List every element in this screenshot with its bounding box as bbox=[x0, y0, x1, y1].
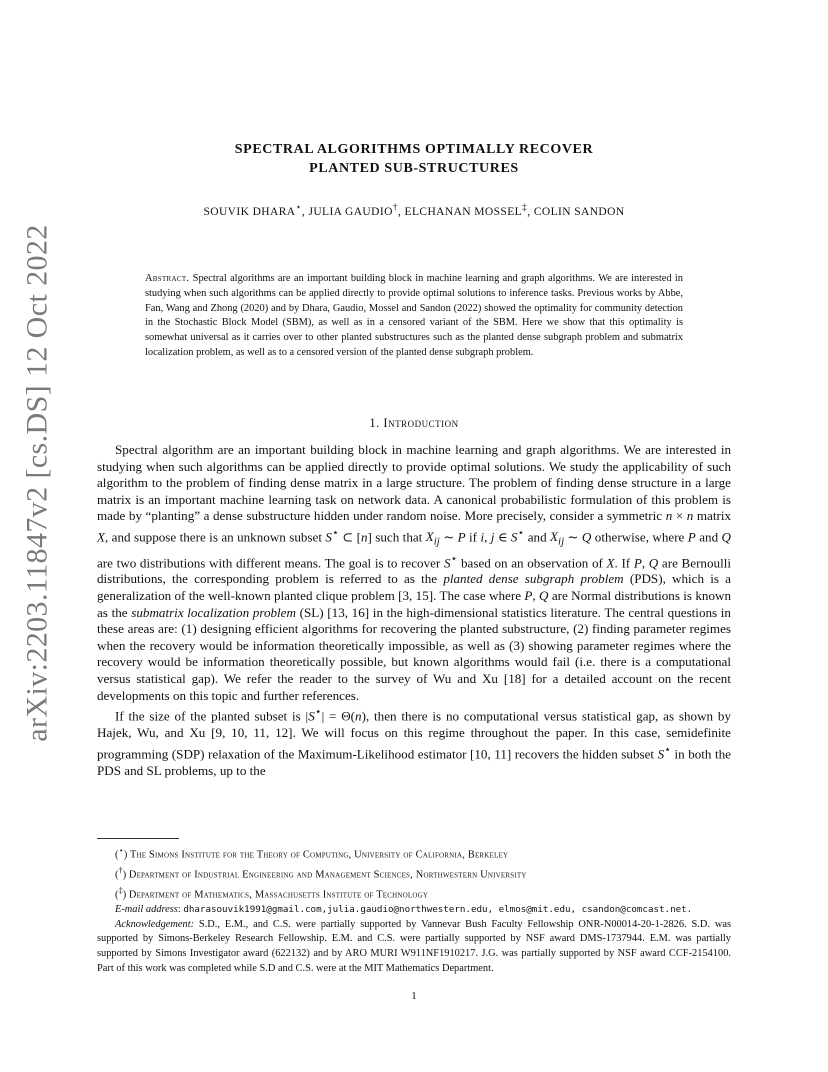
section-title: Introduction bbox=[383, 416, 459, 430]
footnote-rule bbox=[97, 838, 179, 839]
author-gaudio: JULIA GAUDIO bbox=[308, 205, 393, 218]
paragraph-2: If the size of the planted subset is |S⋆| = Θ(n), then there is no computational versus statistical gap, as shown by Hajek, Wu, and Xu [9, 10, 11, 12]. We will focus on this regime throughout the paper. In this case, semidefinite programming (SDP) relaxation of the Maximum-Likelihood estimator [10, 11] recovers the hidden subset S⋆ in both the PDS and SL problems, up to the bbox=[97, 706, 731, 778]
footnote-affiliation-3: (‡) Department of Mathematics, Massachusetts Institute of Technology bbox=[115, 885, 429, 901]
arxiv-identifier-text: arXiv:2203.11847v2 [cs.DS] 12 Oct 2022 bbox=[21, 224, 54, 742]
footnote-emails: E-mail address: dharasouvik1991@gmail.com,julia.gaudio@northwestern.edu, elmos@mit.edu, csandon@comcast.net. bbox=[115, 904, 693, 916]
author-dhara: SOUVIK DHARA bbox=[203, 205, 296, 218]
arxiv-identifier-stamp bbox=[18, 224, 58, 742]
author-sandon: COLIN SANDON bbox=[533, 205, 625, 218]
footnote-affiliation-1: (⋆) The Simons Institute for the Theory of Computing, University of California, Berkeley bbox=[115, 845, 509, 861]
title-line-1: SPECTRAL ALGORITHMS OPTIMALLY RECOVER bbox=[234, 142, 594, 157]
body-text bbox=[97, 442, 731, 779]
author-list: SOUVIK DHARA⋆, JULIA GAUDIO†, ELCHANAN MOSSEL‡, COLIN SANDON bbox=[203, 202, 625, 218]
footnote-acknowledgement: Acknowledgement: S.D., E.M., and C.S. were partially supported by Vannevar Bush Faculty Fellowship ONR-N00014-20-1-2826. S.D. was supported by Simons-Berkeley Research Fellowship. E.M. and C.S. were partially supported by NSF award DMS-1737944. E.M. was partially supported by Simons Investigator award (622132) and by ARO MURI W911NF1910217. J.G. was partially supported by NSF award CCF-2154100. Part of this work was completed while S.D and C.S. were at the MIT Mathematics Department. bbox=[97, 918, 731, 974]
term-sl: submatrix localization problem bbox=[131, 604, 296, 620]
author-mossel: ELCHANAN MOSSEL bbox=[404, 205, 523, 218]
page-number: 1 bbox=[411, 990, 417, 1002]
term-pds: planted dense subgraph problem bbox=[443, 571, 624, 587]
abstract-text: Spectral algorithms are an important building block in machine learning and graph algorithms. We are interested in studying when such algorithms can be applied directly to provide optimal solutions to inference tasks. Previous works by Abbe, Fan, Wang and Zhong (2020) and by Dhara, Gaudio, Mossel and Sandon (2022) showed the optimality for community detection in the Stochastic Block Model (SBM), as well as in a censored variant of the SBM. Here we show that this optimality is somewhat universal as it carries over to other planted substructures such as the planted dense subgraph problem and submatrix localization problem, as well as to a censored version of the planted dense subgraph problem. bbox=[145, 273, 683, 358]
section-number: 1. bbox=[369, 416, 380, 430]
paper-title bbox=[0, 140, 828, 178]
email-addresses: dharasouvik1991@gmail.com,julia.gaudio@northwestern.edu, elmos@mit.edu, csandon@comcast.net. bbox=[183, 904, 693, 916]
abstract bbox=[145, 272, 683, 361]
footnote-affiliation-2: (†) Department of Industrial Engineering and Management Sciences, Northwestern University bbox=[115, 865, 527, 881]
title-line-2: PLANTED SUB-STRUCTURES bbox=[309, 161, 519, 176]
abstract-label: Abstract. bbox=[145, 273, 190, 284]
footnotes bbox=[97, 843, 731, 976]
paragraph-1: Spectral algorithm are an important building block in machine learning and graph algorithms. We are interested in studying when such algorithms can be applied directly to provide optimal solutions. We study the applicability of such algorithm to the problem of finding dense matrix in a large structure. The problem of finding dense structure in a large matrix is an important machine learning task on network data. A canonical probabilistic formulation of this problem is made by “planting” a dense substructure hidden under random noise. More precisely, consider a symmetric n × n matrix X, and suppose there is an unknown subset S⋆ ⊂ [n] such that $X_{ij}$ ∼ P if i, j ∈ S⋆ and $X_{ij}$ ∼ Q otherwise, where P and Q are two distributions with different means. The goal is to recover S⋆ based on an observation of X. If P, Q are Bernoulli distributions, the corresponding problem is referred to as the planted dense subgraph problem (PDS), which is a generalization of the well-known planted clique problem [3, 15]. The case where P, Q are Normal distributions is known as the submatrix localization problem (SL) [13, 16] in the high-dimensional statistics literature. The central questions in these areas are: (1) designing efficient algorithms for recovering the planted substructure, (2) finding parameter regimes when the recovery would be information theoretically impossible, as well as (3) showing parameter regimes where the recovery would be information theoretically possible, but known algorithms would fail (i.e. there is a computational versus statistical gap). We refer the reader to the survey of Wu and Xu [18] for a detailed account on the recent developments on this topic and further references. bbox=[97, 442, 732, 703]
section-heading-introduction bbox=[0, 416, 828, 431]
